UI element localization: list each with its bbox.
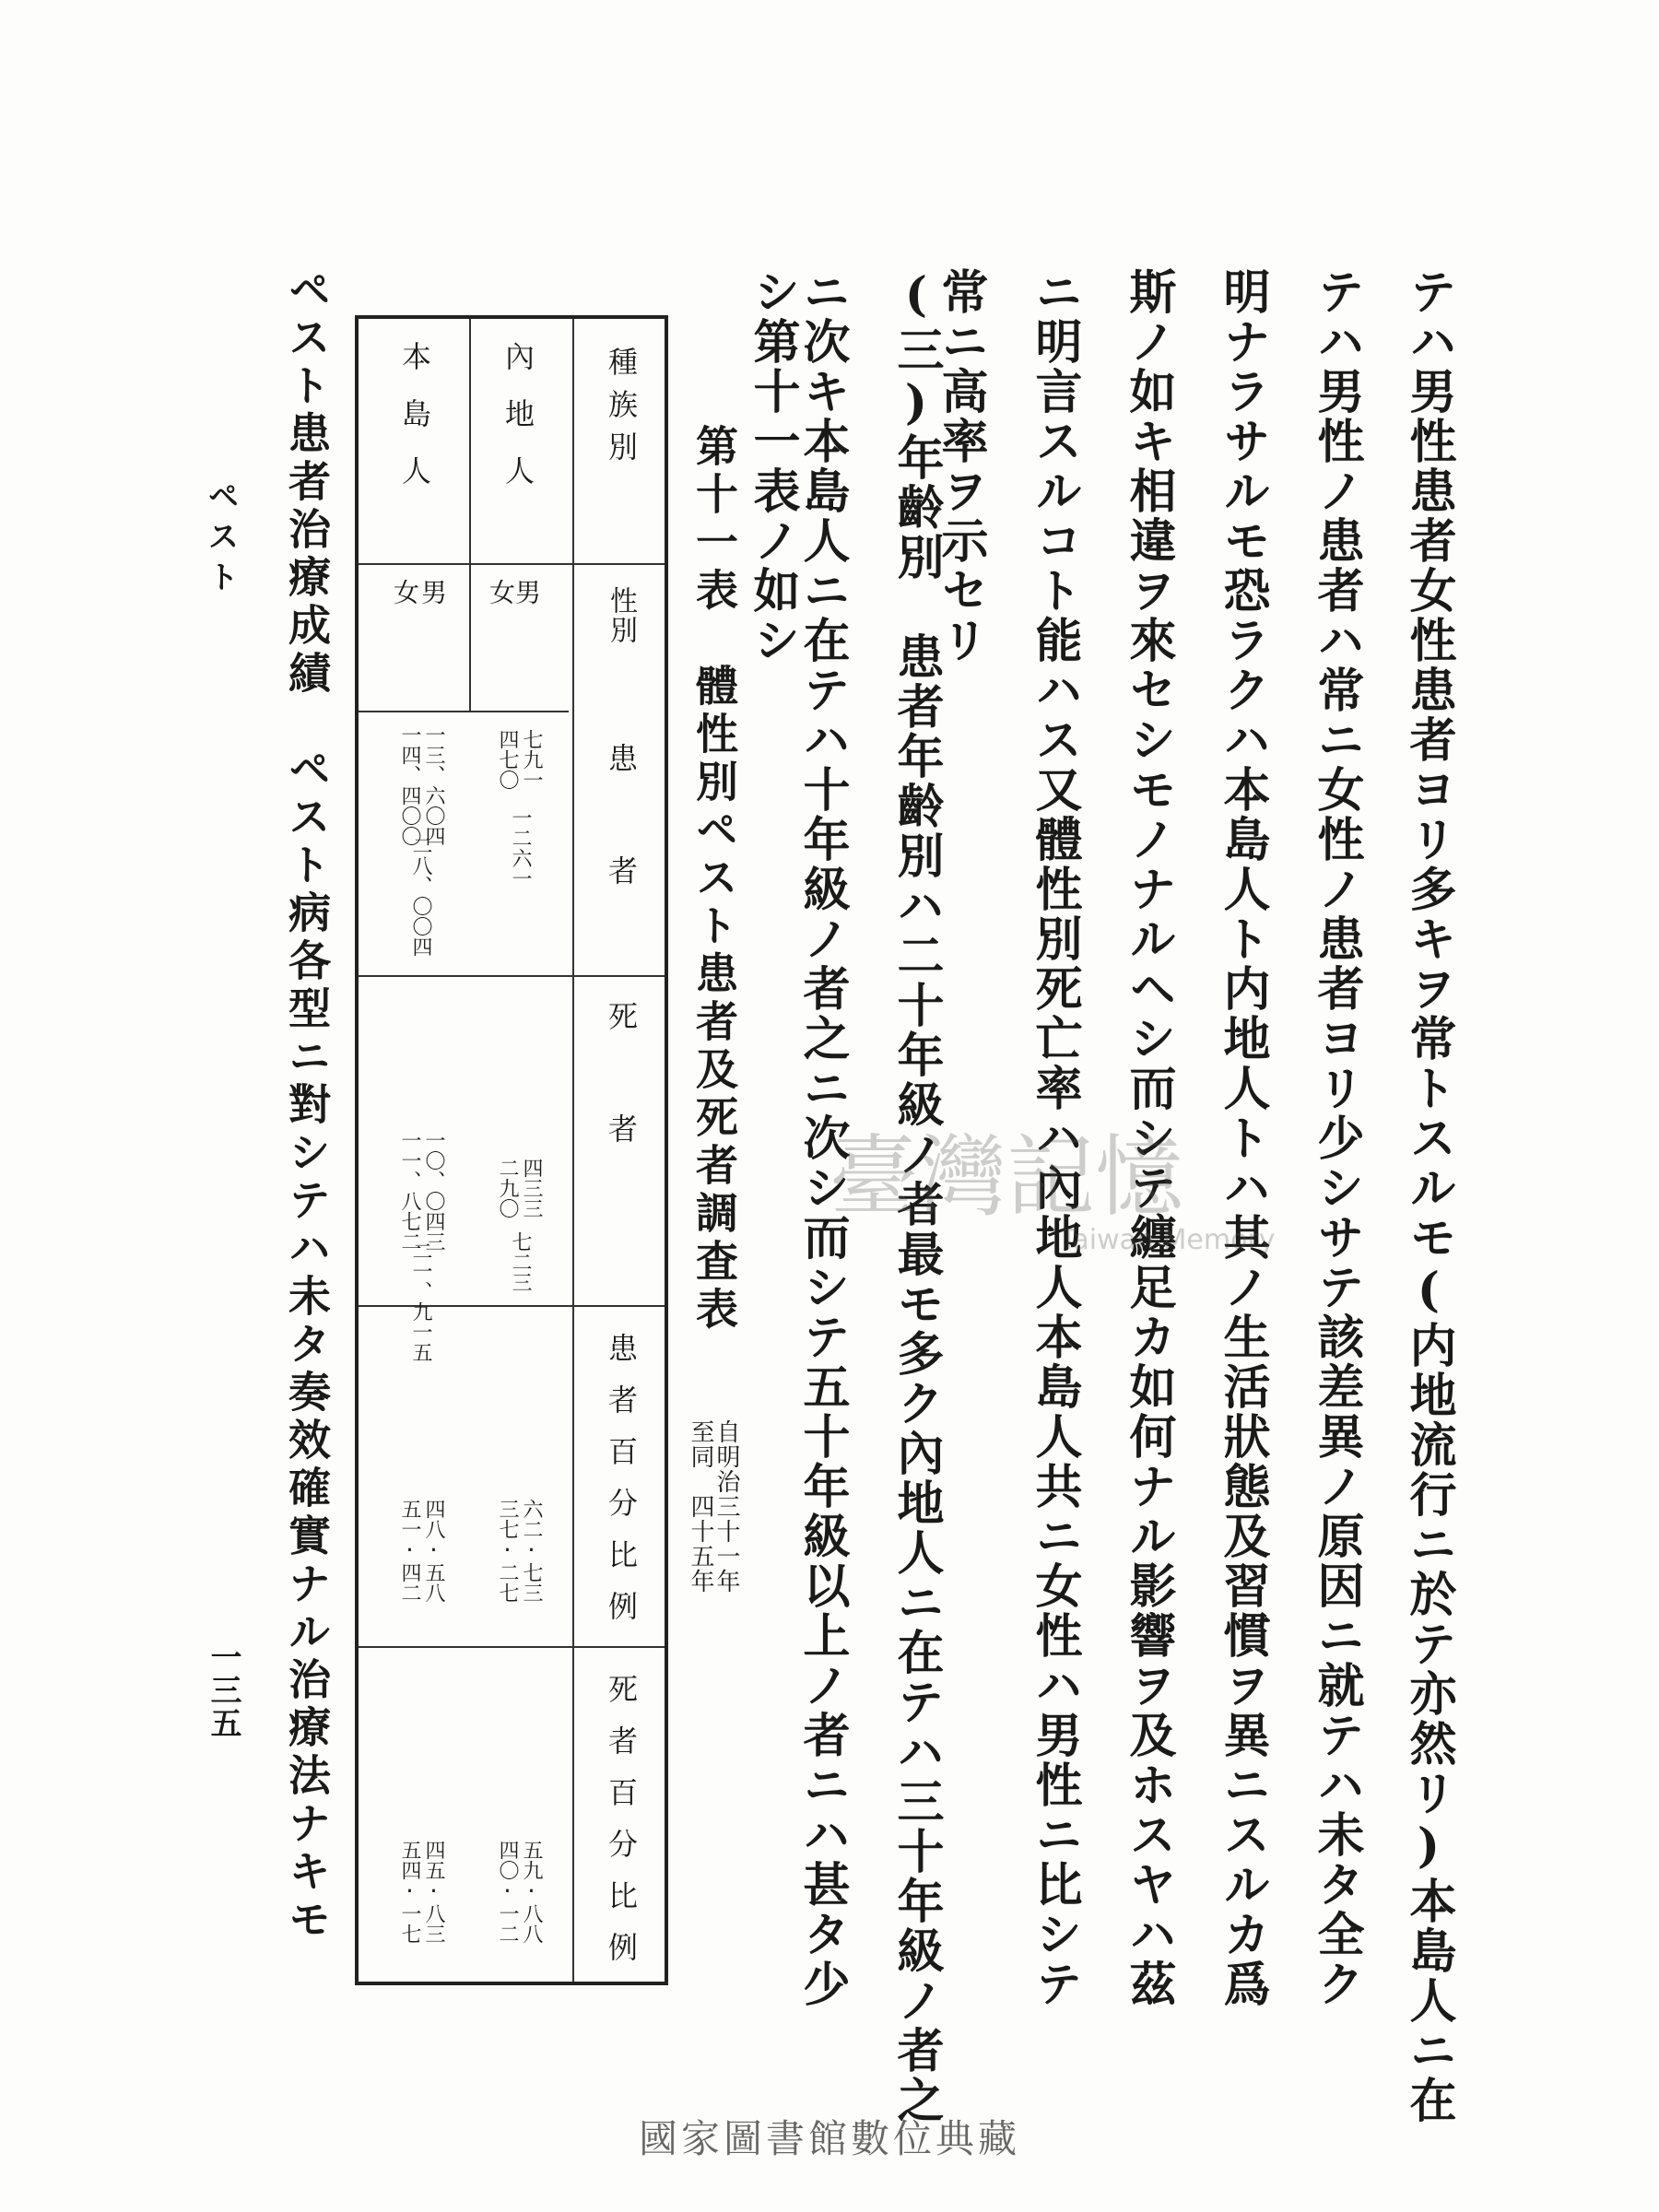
body-line-5: ニ明言スルコト能ハス又體性別死亡率ハ內地人本島人共ニ女性ハ男性ニ比シテ [1027,267,1082,2009]
closing-line: ペスト患者治療成績 ペスト病各型ニ對シテハ未タ奏效確實ナル治療法ナキモ [282,267,332,1945]
table-period-2: 至同 四十五年 [687,1419,714,1594]
sex-divider [469,563,471,711]
separator-sex [359,563,665,565]
pct-naichi-female: 三七·二七 [496,1499,519,1603]
deaths-naichi-female: 二九〇 [496,1158,519,1218]
body-line-4: 斯ノ如キ相違ヲ來セシモノナルヘシ而シテ纏足カ如何ナル影響ヲ及ホスヤハ茲 [1121,267,1176,2009]
body-line-6: 常ニ高率ヲ示セリ [933,267,988,665]
patients-deaths-table [355,315,668,1985]
header-sex: 性別 [605,586,637,645]
sex-naichi-male: 男 [512,579,542,605]
footer-archive-label: 國家圖書館數位典藏 [638,2116,1020,2161]
pct-hontou-female: 五一·四二 [398,1499,421,1603]
patients-naichi-female: 四七〇 [496,729,519,790]
race-hontou: 本島人 [397,341,432,512]
body-line-1: テハ男性患者女性患者ヨリ多キヲ常トスルモ(内地流行ニ於テ亦然リ)本島人ニ在 [1401,267,1456,2125]
deaths-hontou-male: 一〇、〇四三 [422,1130,445,1252]
patients-hontou-total: 二八、〇〇四 [409,835,432,957]
page-number: 一三五 [205,1641,241,1740]
sex-hontou-female: 女 [390,579,420,605]
race-divider [469,319,471,563]
deaths-hontou-female: 一一、八七二 [398,1130,421,1252]
separator-patients [359,975,665,977]
watermark-main: 臺灣記憶 [830,1125,1183,1229]
table-title: 第十一表 體性別ペスト患者及死者調査表 [689,424,739,1335]
body-line-9: シ第十一表ノ如シ [745,267,800,665]
dpct-naichi-male: 五九·八八 [520,1840,543,1944]
header-patient-pct: 患者百分比例 [604,1333,639,1642]
patients-hontou-female: 一四、四〇〇 [398,724,421,846]
race-naichi: 內地人 [500,341,535,512]
body-line-8: ニ次キ本島人ニ在テハ十年級ノ者之ニ次シ而シテ五十年級以上ノ者ニハ甚タ少 [794,267,850,2009]
dpct-hontou-female: 五四·一七 [398,1840,421,1944]
pct-hontou-male: 四八·五八 [422,1499,445,1603]
sex-hontou-male: 男 [418,579,448,605]
body-line-2: テハ男性ノ患者ハ常ニ女性ノ患者ヨリ少シサテ該差異ノ原因ニ就テハ未タ全ク [1309,267,1364,2009]
sex-naichi-female: 女 [486,579,516,605]
header-patients: 患者 [604,743,639,968]
header-deaths: 死者 [604,1001,639,1226]
deaths-naichi-total: 七二三 [509,1231,532,1292]
separator-sexrow [359,711,569,712]
patients-hontou-male: 一三、六〇四 [422,724,445,846]
body-line-7: (三)年齡別 患者年齡別ハ二十年級ノ者最モ多ク內地人ニ在テハ三十年級ノ者之 [888,267,944,2125]
dpct-hontou-male: 四五·八三 [422,1840,445,1944]
separator-deaths [359,1305,665,1307]
dpct-naichi-female: 四〇·一二 [496,1840,519,1944]
body-line-3: 明ナラサルモ恐ラクハ本島人ト内地人トハ其ノ生活狀態及習慣ヲ異ニスルカ爲 [1215,267,1270,2009]
watermark-logo [811,1120,1290,1258]
patients-naichi-male: 七九一 [520,729,543,790]
watermark-sub: Taiwan Memory [1060,1224,1276,1256]
deaths-naichi-male: 四三三 [520,1158,543,1218]
deaths-hontou-total: 二一、九一五 [409,1241,432,1362]
patients-naichi-total: 一二六一 [509,807,532,888]
header-race: 種族別 [604,347,639,474]
pct-naichi-male: 六二·七三 [520,1499,543,1603]
separator-patient-pct [359,1646,665,1648]
table-period-1: 自明治三十一年 [712,1419,740,1594]
header-death-pct: 死者百分比例 [604,1674,639,1983]
running-head: ペスト [202,479,239,601]
